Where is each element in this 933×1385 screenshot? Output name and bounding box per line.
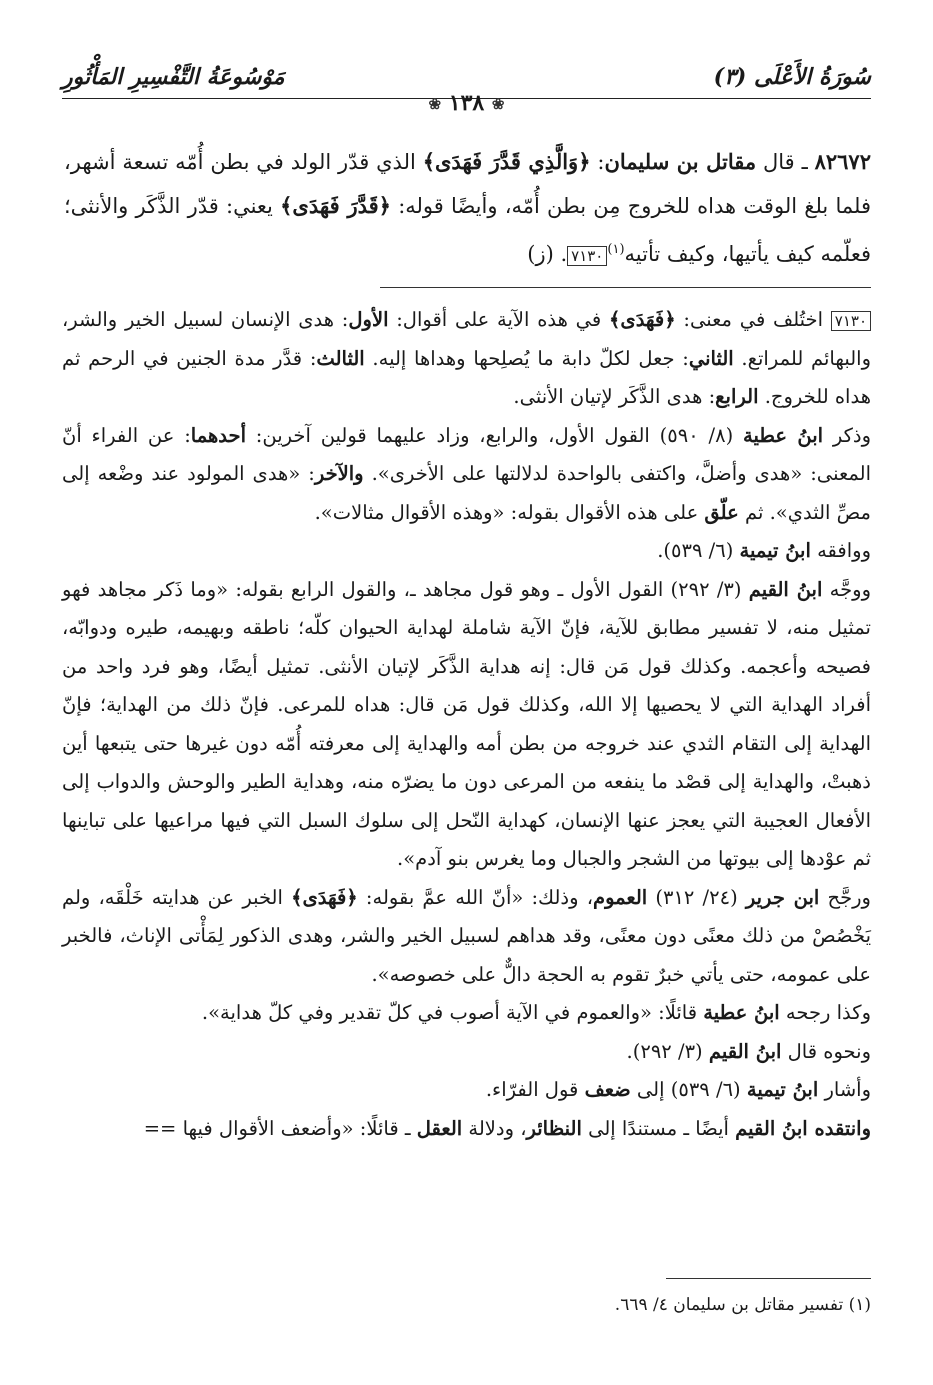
scholar-name: ابن جرير: [745, 885, 820, 909]
commentary-text: الخبر عن هدايته خَلْقَه، ولم يَخْصُصْ من ذلك معنًى دون معنًى، وقد هداهم لسبيل الخير والشر، وهدى الذكور لِمَأْتى الإناث، فالخبر على عمومه، حتى يأتي خبرٌ تقوم به الحجة دالٌّ على خصوصه».: [62, 885, 871, 986]
commentary-text: : هدى الذَّكَر لإتيان الأنثى.: [513, 385, 716, 408]
keyword: العقل: [416, 1116, 463, 1140]
commentary-text: (٨/ ٥٩٠) القول الأول، والرابع، وزاد عليهما قولين آخرين:: [246, 423, 743, 447]
quran-verse: ﴿فَهَدَى﴾: [291, 885, 358, 909]
commentary-text: (٦/ ٥٣٩) إلى: [630, 1078, 747, 1101]
commentary-text: قائلًا: «والعموم في الآية أصوب في كلّ تقدير وفي كلّ هداية».: [201, 1001, 704, 1024]
commentary-text: : عن الفراء أنّ المعنى: «هدى وأضلَّ، واكتفى بالواحدة لدلالتها على الأخرى».: [62, 423, 871, 485]
commentary-paragraph: [62, 879, 871, 995]
keyword: العموم: [593, 885, 648, 909]
footnote: (١) تفسير مقاتل بن سليمان ٤/ ٦٦٩.: [614, 1295, 871, 1315]
commentary-text: على هذه الأقوال بقوله: «وهذه الأقوال مثالات».: [314, 500, 705, 524]
quran-verse: ﴿قَدَّرَ فَهَدَى﴾: [280, 193, 391, 218]
opinion-label: الأول: [348, 308, 389, 331]
main-narration: [64, 140, 871, 276]
commentary-paragraph: [62, 417, 871, 533]
book-title: مَوْسُوعَةُ التَّفْسِيرِ المَأْثُورِ: [62, 64, 285, 90]
commentary-paragraph: [62, 1033, 871, 1072]
narration-intro: ـ قال: [756, 150, 815, 174]
commentary-text: ، ودلالة: [462, 1116, 527, 1140]
commentary-text: : جعل لكلّ دابة ما يُصلِحها وهداها إليه.: [364, 346, 689, 370]
commentary-text: ـ قائلًا: «وأضعف الأقوال فيها ==: [143, 1116, 417, 1140]
commentary-text: ووجَّه: [822, 577, 871, 601]
commentary-paragraph: [62, 301, 871, 417]
opinion-label: أحدهما: [190, 423, 246, 447]
scholar-name: ابنُ تيمية: [746, 1078, 819, 1101]
scholar-name: ابنُ القيم: [748, 577, 823, 601]
commentary-text: ، وذلك: «أنّ الله عمَّ بقوله:: [357, 885, 593, 909]
scholar-name: ابنُ عطية: [742, 423, 824, 447]
page-number-row: [0, 90, 933, 116]
narration-text: الذي قدّر الولد في بطن أُمّه تسعة أشهر، فلما بلغ الوقت هداه للخروج مِن بطن أُمّه، وأيضًا قوله:: [64, 150, 871, 218]
section-divider: [380, 287, 871, 288]
scholar-name: ابنُ عطية: [703, 1001, 780, 1024]
commentary-text: (٢٤/ ٣١٢): [647, 885, 746, 909]
commentary-text: وذكر: [823, 423, 871, 447]
ornament-icon: ❀: [428, 95, 442, 113]
commentary-text: (٣/ ٢٩٢) القول الأول ـ وهو قول مجاهد ـ، والقول الرابع بقوله: «وما ذَكر مجاهد فهو تمثيل منه، لا تفسير مطابق للآية، فإنّ الآية شاملة لهداية الحيوان كلّه؛ ناطقه وبهيمه، طيره ودوابّه، فصيحه وأعجمه. وكذلك قول مَن قال: إنه هداية الذَّكَر لإتيان الأنثى. تمثيل أيضًا، وهو فرد واحد من أفراد الهداية التي لا يحصيها إلا الله، وكذلك قول مَن قال: هداه للمرعى. فإنّ ذلك من الهداية؛ فإنّ الهداية إلى التقام الثدي عند خروجه من بطن أمه والهداية إلى معرفته أُمّه دون غيرها حتى يتبعها أين ذهبتْ، والهداية إلى قصْد ما ينفعه من المرعى دون ما يضرّه منه، وهداية الطير والوحش والدواب إلى الأفعال العجيبة التي يعجز عنها الإنسان، كهداية النّحل إلى سلوك السبل التي فيها مراعيها على تباينها ثم عوْدها إلى بيوتها من الشجر والجبال وما يغرس بنو آدم».: [62, 577, 871, 870]
commentary-text: وأشار: [818, 1078, 871, 1101]
commentary-paragraph: [62, 532, 871, 571]
keyword: وانتقده: [807, 1116, 871, 1140]
opinion-label: والآخر: [314, 462, 364, 485]
surah-title: سُورَةُ الأَعْلَى (٣): [713, 64, 871, 90]
scholar-name: ابنُ تيمية: [739, 539, 811, 562]
opinion-label: الثاني: [688, 346, 734, 370]
commentary-paragraph: [62, 1110, 871, 1149]
opinion-label: الرابع: [715, 385, 759, 408]
narration-end: . (ز): [527, 242, 568, 266]
commentary-text: ونحوه قال: [781, 1039, 871, 1063]
scholar-name: ابنُ القيم: [708, 1039, 782, 1063]
commentary-ref-box: ٧١٣٠: [831, 311, 871, 331]
keyword: ضعف: [584, 1078, 631, 1101]
opinion-label: الثالث: [316, 346, 365, 370]
commentary-text: : «هدى المولود عند وضْعه إلى مصِّ الثدي». ثم: [62, 462, 871, 524]
scholar-name: ابنُ القيم: [735, 1116, 808, 1140]
commentary-text: (٦/ ٥٣٩).: [657, 539, 740, 562]
commentary-paragraph: [62, 994, 871, 1033]
quran-verse: ﴿وَالَّذِي قَدَّرَ فَهَدَى﴾: [422, 149, 591, 174]
page-number: ١٣٨: [448, 90, 485, 116]
keyword: النظائر: [526, 1116, 582, 1140]
commentary-text: اختُلف في معنى:: [675, 308, 831, 331]
commentary-paragraph: [62, 1071, 871, 1110]
commentary-block: [62, 301, 871, 1148]
keyword: علّق: [704, 500, 739, 524]
narrator-name: مقاتل بن سليمان: [604, 149, 757, 174]
commentary-text: في هذه الآية على أقوال:: [388, 308, 609, 331]
quran-verse: ﴿فَهَدَى﴾: [609, 308, 676, 331]
commentary-ref-box[interactable]: ٧١٣٠: [567, 246, 607, 266]
commentary-paragraph: [62, 571, 871, 879]
ornament-icon: ❀: [491, 95, 505, 113]
commentary-text: قول الفرّاء.: [485, 1078, 585, 1101]
narration-number: ٨٢٦٧٢: [814, 149, 871, 174]
narration-colon: :: [590, 150, 605, 174]
commentary-text: ووافقه: [810, 539, 871, 562]
commentary-text: (٣/ ٢٩٢).: [626, 1039, 709, 1063]
footnote-marker[interactable]: (١): [607, 242, 625, 257]
commentary-text: أيضًا ـ مستندًا إلى: [581, 1116, 736, 1140]
commentary-text: : قدَّر مدة الجنين في الرحم ثم هداه للخروج.: [62, 346, 871, 408]
commentary-text: ورجَّح: [819, 885, 871, 909]
commentary-text: وكذا رجحه: [779, 1001, 871, 1024]
narration-text: يعني: قدّر الذَّكَر والأنثى؛ فعلّمه كيف يأتيها، وكيف تأتيه: [64, 194, 871, 266]
commentary-text: : هدى الإنسان لسبيل الخير والشر، والبهائم للمراتع.: [62, 308, 871, 370]
footnote-divider: [666, 1278, 871, 1279]
